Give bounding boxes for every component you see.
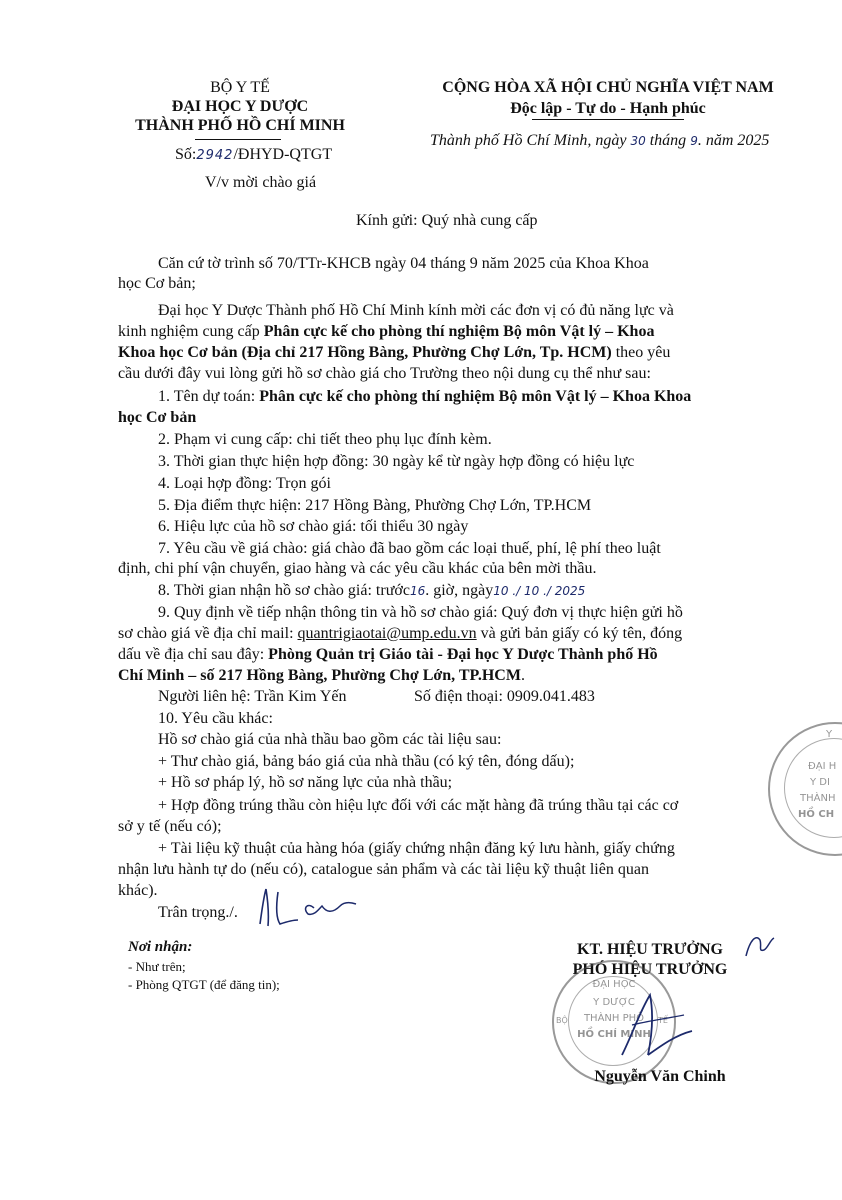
item-1-label: 1. Tên dự toán: bbox=[158, 388, 260, 405]
item-3: 3. Thời gian thực hiện hợp đồng: 30 ngày kể từ ngày hợp đồng có hiệu lực bbox=[158, 453, 635, 470]
date-month-handwritten: 9 bbox=[690, 134, 698, 148]
item-1 bbox=[158, 386, 803, 407]
ministry-name: BỘ Y TẾ bbox=[210, 79, 270, 96]
official-stamp-text-1: ĐẠI HỌC bbox=[592, 979, 636, 990]
date-place-text: Thành phố Hồ Chí Minh, ngày bbox=[430, 132, 627, 149]
initials-signature bbox=[252, 884, 362, 930]
intro-line-2 bbox=[118, 321, 763, 342]
intro-line-1: Đại học Y Dược Thành phố Hồ Chí Minh kính mời các đơn vị có đủ năng lực và bbox=[158, 302, 674, 319]
signature-title-1: KT. HIỆU TRƯỞNG bbox=[577, 941, 723, 958]
item-8-date-handwritten: 10 ./ 10 ./ 2025 bbox=[493, 584, 586, 598]
main-signature-mark bbox=[740, 926, 780, 966]
requirement-1: + Thư chào giá, bảng báo giá của nhà thầu (có ký tên, đóng dấu); bbox=[158, 753, 575, 770]
intro-line-2-bold: Phân cực kế cho phòng thí nghiệm Bộ môn Vật lý – Khoa bbox=[263, 323, 655, 340]
item-9-line-1: 9. Quy định về tiếp nhận thông tin và hồ sơ chào giá: Quý đơn vị thực hiện gửi hồ bbox=[158, 604, 683, 621]
doc-number-suffix: /ĐHYD-QTGT bbox=[233, 146, 333, 163]
official-stamp-side-right: TẾ bbox=[658, 1016, 668, 1025]
university-name-line1: ĐẠI HỌC Y DƯỢC bbox=[171, 98, 309, 115]
item-7-line-2: định, chi phí vận chuyển, giao hàng và các yêu cầu khác của bên mời thầu. bbox=[118, 560, 597, 577]
item-2: 2. Phạm vi cung cấp: chi tiết theo phụ lục đính kèm. bbox=[158, 431, 492, 448]
requirement-2: + Hồ sơ pháp lý, hồ sơ năng lực của nhà thầu; bbox=[158, 774, 453, 791]
intro-line-2-text: kinh nghiệm cung cấp bbox=[118, 323, 264, 340]
item-1-value: Phân cực kế cho phòng thí nghiệm Bộ môn Vật lý – Khoa Khoa bbox=[259, 388, 692, 405]
item-9-line-3-text: dấu về địa chỉ sau đây: bbox=[118, 646, 269, 663]
item-5: 5. Địa điểm thực hiện: 217 Hồng Bàng, Phường Chợ Lớn, TP.HCM bbox=[158, 497, 592, 514]
item-9-line-4 bbox=[118, 665, 763, 686]
subject-line: V/v mời chào giá bbox=[205, 174, 317, 191]
basis-line-2: học Cơ bản; bbox=[118, 275, 196, 292]
item-9-line-3-bold: Phòng Quản trị Giáo tài - Đại học Y Dược Thành phố Hồ bbox=[268, 646, 658, 663]
email-link[interactable]: quantrigiaotai@ump.edu.vn bbox=[297, 625, 477, 642]
date-place bbox=[430, 131, 769, 151]
edge-stamp-text-2: ĐẠI H bbox=[808, 761, 837, 772]
contact-person: Người liên hệ: Trần Kim Yến bbox=[158, 688, 347, 705]
signature-title-2: PHÓ HIỆU TRƯỞNG bbox=[572, 961, 728, 978]
edge-stamp-text-1: Y bbox=[826, 729, 833, 740]
item-9-line-4-bold: Chí Minh – số 217 Hồng Bàng, Phường Chợ Lớn, TP.HCM bbox=[118, 667, 521, 684]
item-10: 10. Yêu cầu khác: bbox=[158, 710, 273, 727]
item-1-continued: học Cơ bản bbox=[118, 409, 197, 426]
doc-number-prefix: Số: bbox=[175, 146, 197, 163]
item-9-line-2 bbox=[118, 623, 763, 644]
document-number bbox=[175, 145, 332, 166]
recipients-title: Nơi nhận: bbox=[128, 939, 193, 955]
item-8-hour-handwritten: 16 bbox=[409, 584, 426, 598]
date-day-handwritten: 30 bbox=[630, 134, 646, 148]
item-9-line-2-text-2: và gửi bản giấy có ký tên, đóng bbox=[476, 625, 683, 642]
recipient-2: - Phòng QTGT (để đăng tin); bbox=[128, 977, 280, 992]
director-signature bbox=[592, 985, 712, 1065]
country-name: CỘNG HÒA XÃ HỘI CHỦ NGHĨA VIỆT NAM bbox=[442, 79, 774, 96]
requirement-4-line-1: + Tài liệu kỹ thuật của hàng hóa (giấy chứng nhận đăng ký lưu hành, giấy chứng bbox=[158, 840, 675, 857]
item-9-line-3 bbox=[118, 644, 763, 665]
recipient-1: - Như trên; bbox=[128, 959, 186, 974]
edge-stamp-text-3: Y DI bbox=[810, 777, 830, 788]
official-stamp-text-3: THÀNH PHỐ bbox=[583, 1013, 645, 1024]
contact-phone: Số điện thoại: 0909.041.483 bbox=[414, 688, 595, 705]
item-9-line-4-end: . bbox=[520, 667, 525, 684]
official-stamp-text-2: Y DƯỢC bbox=[593, 997, 635, 1008]
greeting: Kính gửi: Quý nhà cung cấp bbox=[356, 212, 538, 229]
intro-line-3-text: theo yêu bbox=[611, 344, 671, 361]
official-stamp-text-4: HỒ CHÍ MINH bbox=[577, 1029, 651, 1040]
intro-line-3-bold: Khoa học Cơ bản (Địa chỉ 217 Hồng Bàng, Phường Chợ Lớn, Tp. HCM) bbox=[118, 344, 612, 361]
item-8 bbox=[158, 580, 803, 602]
motto-underline bbox=[532, 119, 684, 120]
requirement-3-line-1: + Hợp đồng trúng thầu còn hiệu lực đối với các mặt hàng đã trúng thầu tại các cơ bbox=[158, 797, 679, 814]
item-6: 6. Hiệu lực của hồ sơ chào giá: tối thiểu 30 ngày bbox=[158, 518, 469, 535]
contact-line bbox=[158, 686, 803, 707]
national-motto: Độc lập - Tự do - Hạnh phúc bbox=[510, 100, 706, 117]
doc-number-handwritten: 2942 bbox=[196, 148, 234, 163]
basis-line-1: Căn cứ tờ trình số 70/TTr-KHCB ngày 04 tháng 9 năm 2025 của Khoa Khoa bbox=[158, 255, 649, 272]
item-10-intro: Hồ sơ chào giá của nhà thầu bao gồm các tài liệu sau: bbox=[158, 731, 502, 748]
official-stamp-side-left: BỘ bbox=[556, 1016, 568, 1025]
date-month-label: tháng bbox=[649, 132, 687, 149]
header-right bbox=[418, 78, 798, 119]
item-9-line-2-text: sơ chào giá về địa chỉ mail: bbox=[118, 625, 298, 642]
date-year: . năm 2025 bbox=[697, 132, 770, 149]
requirement-4-line-2: nhận lưu hành tự do (nếu có), catalogue sản phẩm và các tài liệu kỹ thuật liên quan bbox=[118, 861, 649, 878]
signer-name: Nguyễn Văn Chinh bbox=[594, 1068, 726, 1085]
item-4: 4. Loại hợp đồng: Trọn gói bbox=[158, 475, 331, 492]
item-8-text: 8. Thời gian nhận hồ sơ chào giá: trước bbox=[158, 582, 410, 599]
item-7-line-1: 7. Yêu cầu về giá chào: giá chào đã bao gồm các loại thuế, phí, lệ phí theo luật bbox=[158, 540, 661, 557]
item-8-text-2: . giờ, ngày bbox=[425, 582, 494, 599]
edge-stamp-text-4: THÀNH bbox=[800, 793, 836, 804]
requirement-4-line-3: khác). bbox=[118, 882, 158, 899]
university-name-line2: THÀNH PHỐ HỒ CHÍ MINH bbox=[135, 117, 345, 134]
intro-line-3 bbox=[118, 342, 763, 363]
requirement-3-line-2: sở y tế (nếu có); bbox=[118, 818, 222, 835]
edge-stamp-text-5: HỒ CH bbox=[798, 809, 835, 820]
closing: Trân trọng./. bbox=[158, 904, 238, 921]
header-left-underline bbox=[195, 139, 281, 140]
header-left bbox=[110, 78, 370, 135]
intro-line-4: cầu dưới đây vui lòng gửi hồ sơ chào giá cho Trường theo nội dung cụ thể như sau: bbox=[118, 365, 651, 382]
